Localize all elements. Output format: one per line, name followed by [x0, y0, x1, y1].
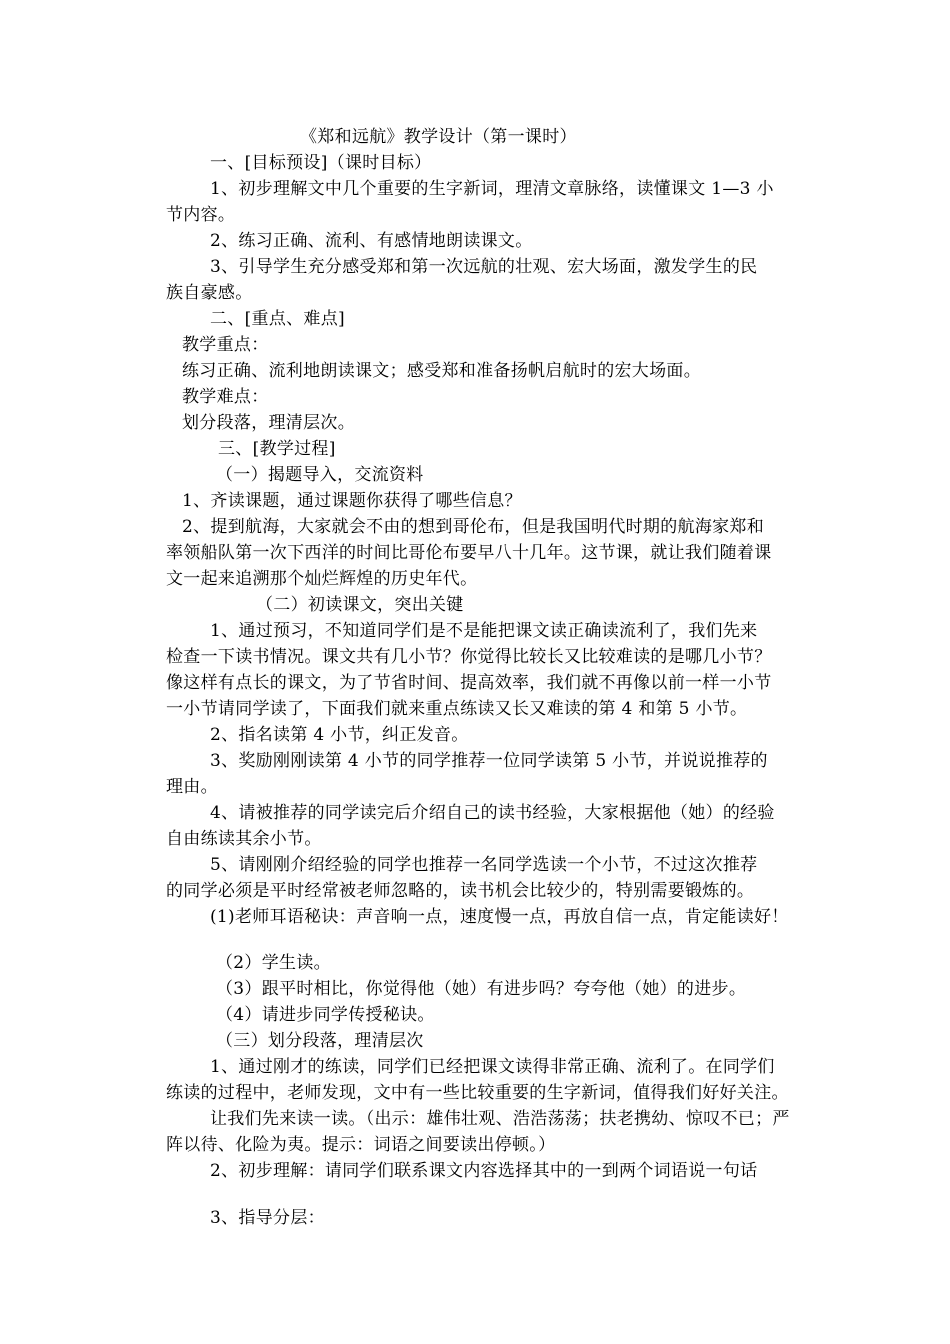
paragraph-line: 1、齐读课题，通过课题你获得了哪些信息？ [182, 491, 522, 511]
paragraph-line: 1、初步理解文中几个重要的生字新词，理清文章脉络，读懂课文 1—3 小 [210, 179, 774, 199]
paragraph-line: （2）学生读。 [216, 953, 331, 973]
paragraph-line: 自由练读其余小节。 [166, 829, 322, 849]
paragraph-line: （4）请进步同学传授秘诀。 [216, 1005, 435, 1025]
subsection-heading: （三）划分段落，理清层次 [216, 1031, 424, 1051]
paragraph-line: 理由。 [166, 777, 218, 797]
paragraph-line: 练习正确、流利地朗读课文；感受郑和准备扬帆启航时的宏大场面。 [182, 361, 701, 381]
paragraph-line: 像这样有点长的课文，为了节省时间、提高效率，我们就不再像以前一样一小节 [166, 673, 772, 693]
paragraph-line: （3）跟平时相比，你觉得他（她）有进步吗？夸夸他（她）的进步。 [216, 979, 747, 999]
section-heading-key-points: 二、[重点、难点] [210, 309, 345, 329]
paragraph-line: 阵以待、化险为夷。提示：词语之间要读出停顿。） [166, 1135, 556, 1155]
paragraph-line: 2、练习正确、流利、有感情地朗读课文。 [210, 231, 533, 251]
section-heading-goals: 一、[目标预设]（课时目标） [210, 153, 432, 173]
paragraph-line: 率领船队第一次下西洋的时间比哥伦布要早八十几年。这节课，就让我们随着课 [166, 543, 772, 563]
paragraph-line: 文一起来追溯那个灿烂辉煌的历史年代。 [166, 569, 478, 589]
paragraph-line: 5、请刚刚介绍经验的同学也推荐一名同学选读一个小节，不过这次推荐 [210, 855, 758, 875]
paragraph-line: 3、指导分层： [210, 1208, 325, 1228]
paragraph-line: 教学难点： [182, 387, 269, 407]
paragraph-line: 让我们先来读一读。（出示：雄伟壮观、浩浩荡荡；扶老携幼、惊叹不已；严 [210, 1109, 790, 1129]
paragraph-line: 1、通过刚才的练读，同学们已经把课文读得非常正确、流利了。在同学们 [210, 1057, 775, 1077]
paragraph-line: 2、提到航海，大家就会不由的想到哥伦布，但是我国明代时期的航海家郑和 [182, 517, 765, 537]
paragraph-line: 2、初步理解：请同学们联系课文内容选择其中的一到两个词语说一句话 [210, 1161, 758, 1181]
paragraph-line: 3、引导学生充分感受郑和第一次远航的壮观、宏大场面，激发学生的民 [210, 257, 758, 277]
paragraph-line: 划分段落，理清层次。 [182, 413, 355, 433]
paragraph-line: 练读的过程中，老师发现，文中有一些比较重要的生字新词，值得我们好好关注。 [166, 1083, 789, 1103]
paragraph-line: 3、奖励刚刚读第 4 小节的同学推荐一位同学读第 5 小节，并说说推荐的 [210, 751, 768, 771]
paragraph-line: (1)老师耳语秘诀：声音响一点，速度慢一点，再放自信一点，肯定能读好！ [210, 907, 789, 927]
paragraph-line: 检查一下读书情况。课文共有几小节？你觉得比较长又比较难读的是哪几小节？ [166, 647, 772, 667]
paragraph-line: 1、通过预习，不知道同学们是不是能把课文读正确读流利了，我们先来 [210, 621, 758, 641]
paragraph-line: 2、指名读第 4 小节，纠正发音。 [210, 725, 469, 745]
document-title: 《郑和远航》教学设计（第一课时） [300, 127, 577, 147]
subsection-heading: （二）初读课文，突出关键 [256, 595, 464, 615]
paragraph-line: 节内容。 [166, 205, 236, 225]
paragraph-line: 4、请被推荐的同学读完后介绍自己的读书经验，大家根据他（她）的经验 [210, 803, 775, 823]
paragraph-line: 教学重点： [182, 335, 269, 355]
paragraph-line: 族自豪感。 [166, 283, 253, 303]
subsection-heading: （一）揭题导入，交流资料 [216, 465, 424, 485]
section-heading-process: 三、[教学过程] [218, 439, 336, 459]
paragraph-line: 的同学必须是平时经常被老师忽略的，读书机会比较少的，特别需要锻炼的。 [166, 881, 755, 901]
paragraph-line: 一小节请同学读了，下面我们就来重点练读又长又难读的第 4 和第 5 小节。 [166, 699, 748, 719]
